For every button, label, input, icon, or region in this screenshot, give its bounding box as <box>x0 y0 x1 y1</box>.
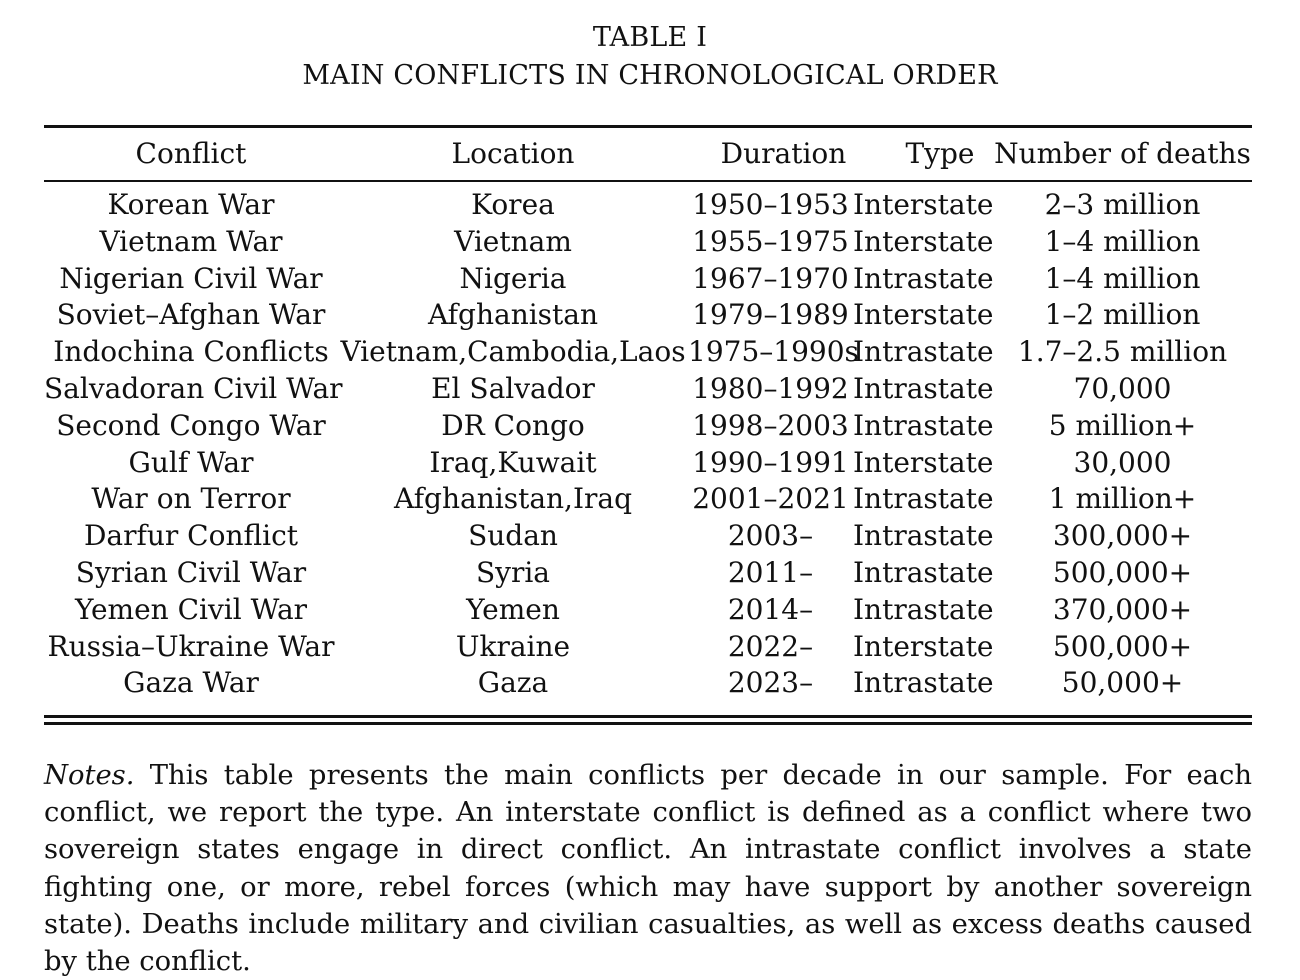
cell-location: Vietnam <box>454 224 572 258</box>
conflicts-table <box>44 187 1252 702</box>
cell-location: Nigeria <box>459 261 567 295</box>
cell-location: Yemen <box>466 592 560 626</box>
cell-conflict: Yemen Civil War <box>74 592 308 626</box>
cell-conflict: Gulf War <box>128 445 254 479</box>
cell-conflict: Indochina Conflicts <box>53 335 329 369</box>
cell-conflict: Soviet–Afghan War <box>56 298 326 332</box>
table-row <box>44 408 1252 445</box>
cell-duration: 1980–1992 <box>692 371 849 405</box>
cell-deaths: 70,000 <box>1073 371 1172 405</box>
cell-deaths: 300,000+ <box>1052 519 1193 553</box>
cell-type: Interstate <box>853 629 994 663</box>
cell-type: Intrastate <box>853 408 994 442</box>
bottom-rule-1 <box>44 715 1252 718</box>
cell-type: Intrastate <box>853 519 994 553</box>
cell-duration: 2014– <box>727 592 814 626</box>
cell-deaths: 1–2 million <box>1044 298 1201 332</box>
notes-label: Notes. <box>44 760 135 791</box>
header-row <box>44 133 1252 175</box>
cell-conflict: Russia–Ukraine War <box>47 629 335 663</box>
cell-deaths: 30,000 <box>1073 445 1172 479</box>
cell-deaths: 500,000+ <box>1052 629 1193 663</box>
cell-deaths: 50,000+ <box>1061 666 1184 700</box>
cell-type: Intrastate <box>853 371 994 405</box>
cell-type: Intrastate <box>853 482 994 516</box>
table-row <box>44 261 1252 298</box>
cell-location: Afghanistan,Iraq <box>393 482 633 516</box>
cell-type: Interstate <box>853 445 994 479</box>
table-title: MAIN CONFLICTS IN CHRONOLOGICAL ORDER <box>302 60 998 91</box>
cell-duration: 1998–2003 <box>692 408 849 442</box>
table-notes <box>44 757 1252 980</box>
notes-text: This table presents the main conflicts per decade in our sample. For each conflict, we report the type. An interstate conflict is defined as a conflict where two sovereign states engage in direct conflict. An intrastate conflict involves a state fighting one, or more, rebel forces (which may have support by another sovereign state). Deaths include military and civilian casualties, as well as excess deaths caused by the conflict. <box>44 760 1252 978</box>
cell-type: Intrastate <box>853 592 994 626</box>
table-row <box>44 445 1252 482</box>
table-row <box>44 629 1252 666</box>
cell-conflict: Second Congo War <box>56 408 326 442</box>
cell-duration: 1955–1975 <box>692 224 849 258</box>
table-row <box>44 297 1252 334</box>
cell-conflict: Gaza War <box>123 666 259 700</box>
cell-location: Korea <box>471 188 555 221</box>
cell-deaths: 5 million+ <box>1048 408 1197 442</box>
cell-type: Intrastate <box>853 335 994 369</box>
table-row <box>44 371 1252 408</box>
table-row <box>44 592 1252 629</box>
cell-type: Intrastate <box>853 666 994 700</box>
header-duration: Duration <box>720 137 847 170</box>
header-type: Type <box>905 137 975 170</box>
cell-conflict: Darfur Conflict <box>83 519 299 553</box>
cell-location: Ukraine <box>455 629 571 663</box>
cell-location: DR Congo <box>441 408 585 442</box>
cell-type: Intrastate <box>853 261 994 295</box>
cell-deaths: 1.7–2.5 million <box>1017 335 1228 369</box>
bottom-rule-2 <box>44 722 1252 725</box>
cell-conflict: War on Terror <box>91 482 291 516</box>
cell-location: Vietnam,Cambodia,Laos <box>340 335 686 369</box>
cell-type: Intrastate <box>853 555 994 589</box>
cell-type: Interstate <box>853 298 994 332</box>
table-row <box>44 665 1252 702</box>
cell-duration: 1975–1990s <box>688 335 859 369</box>
table-row <box>44 187 1252 224</box>
header-rule <box>44 180 1252 182</box>
cell-deaths: 1–4 million <box>1044 261 1201 295</box>
cell-duration: 1967–1970 <box>692 261 849 295</box>
cell-conflict: Korean War <box>107 188 275 221</box>
cell-duration: 1979–1989 <box>692 298 849 332</box>
cell-location: Gaza <box>477 666 549 700</box>
cell-type: Interstate <box>853 224 994 258</box>
cell-conflict: Nigerian Civil War <box>59 261 323 295</box>
cell-conflict: Vietnam War <box>99 224 283 258</box>
table-row <box>44 334 1252 371</box>
cell-deaths: 370,000+ <box>1052 592 1193 626</box>
top-rule <box>44 125 1252 128</box>
cell-location: El Salvador <box>431 371 595 405</box>
cell-duration: 2003– <box>727 519 814 553</box>
cell-type: Interstate <box>853 188 994 221</box>
cell-location: Iraq,Kuwait <box>429 445 597 479</box>
table-row <box>44 555 1252 592</box>
header-conflict: Conflict <box>135 137 247 170</box>
cell-location: Afghanistan <box>427 298 599 332</box>
table-row <box>44 518 1252 555</box>
cell-duration: 2023– <box>727 666 814 700</box>
cell-deaths: 500,000+ <box>1052 555 1193 589</box>
cell-duration: 1950–1953 <box>692 188 849 221</box>
header-deaths: Number of deaths <box>994 137 1251 170</box>
cell-conflict: Salvadoran Civil War <box>44 371 343 405</box>
cell-duration: 2022– <box>727 629 814 663</box>
cell-location: Sudan <box>468 519 558 553</box>
cell-duration: 2011– <box>727 555 814 589</box>
cell-conflict: Syrian Civil War <box>75 555 307 589</box>
cell-location: Syria <box>475 555 551 589</box>
cell-duration: 2001–2021 <box>692 482 849 516</box>
table-body <box>44 187 1252 702</box>
cell-deaths: 1–4 million <box>1044 224 1201 258</box>
table-row <box>44 224 1252 261</box>
header-location: Location <box>451 137 575 170</box>
table-row <box>44 481 1252 518</box>
table-header <box>44 133 1252 175</box>
cell-deaths: 2–3 million <box>1044 188 1201 221</box>
table-label: TABLE I <box>592 22 708 53</box>
cell-deaths: 1 million+ <box>1048 482 1197 516</box>
cell-duration: 1990–1991 <box>692 445 849 479</box>
